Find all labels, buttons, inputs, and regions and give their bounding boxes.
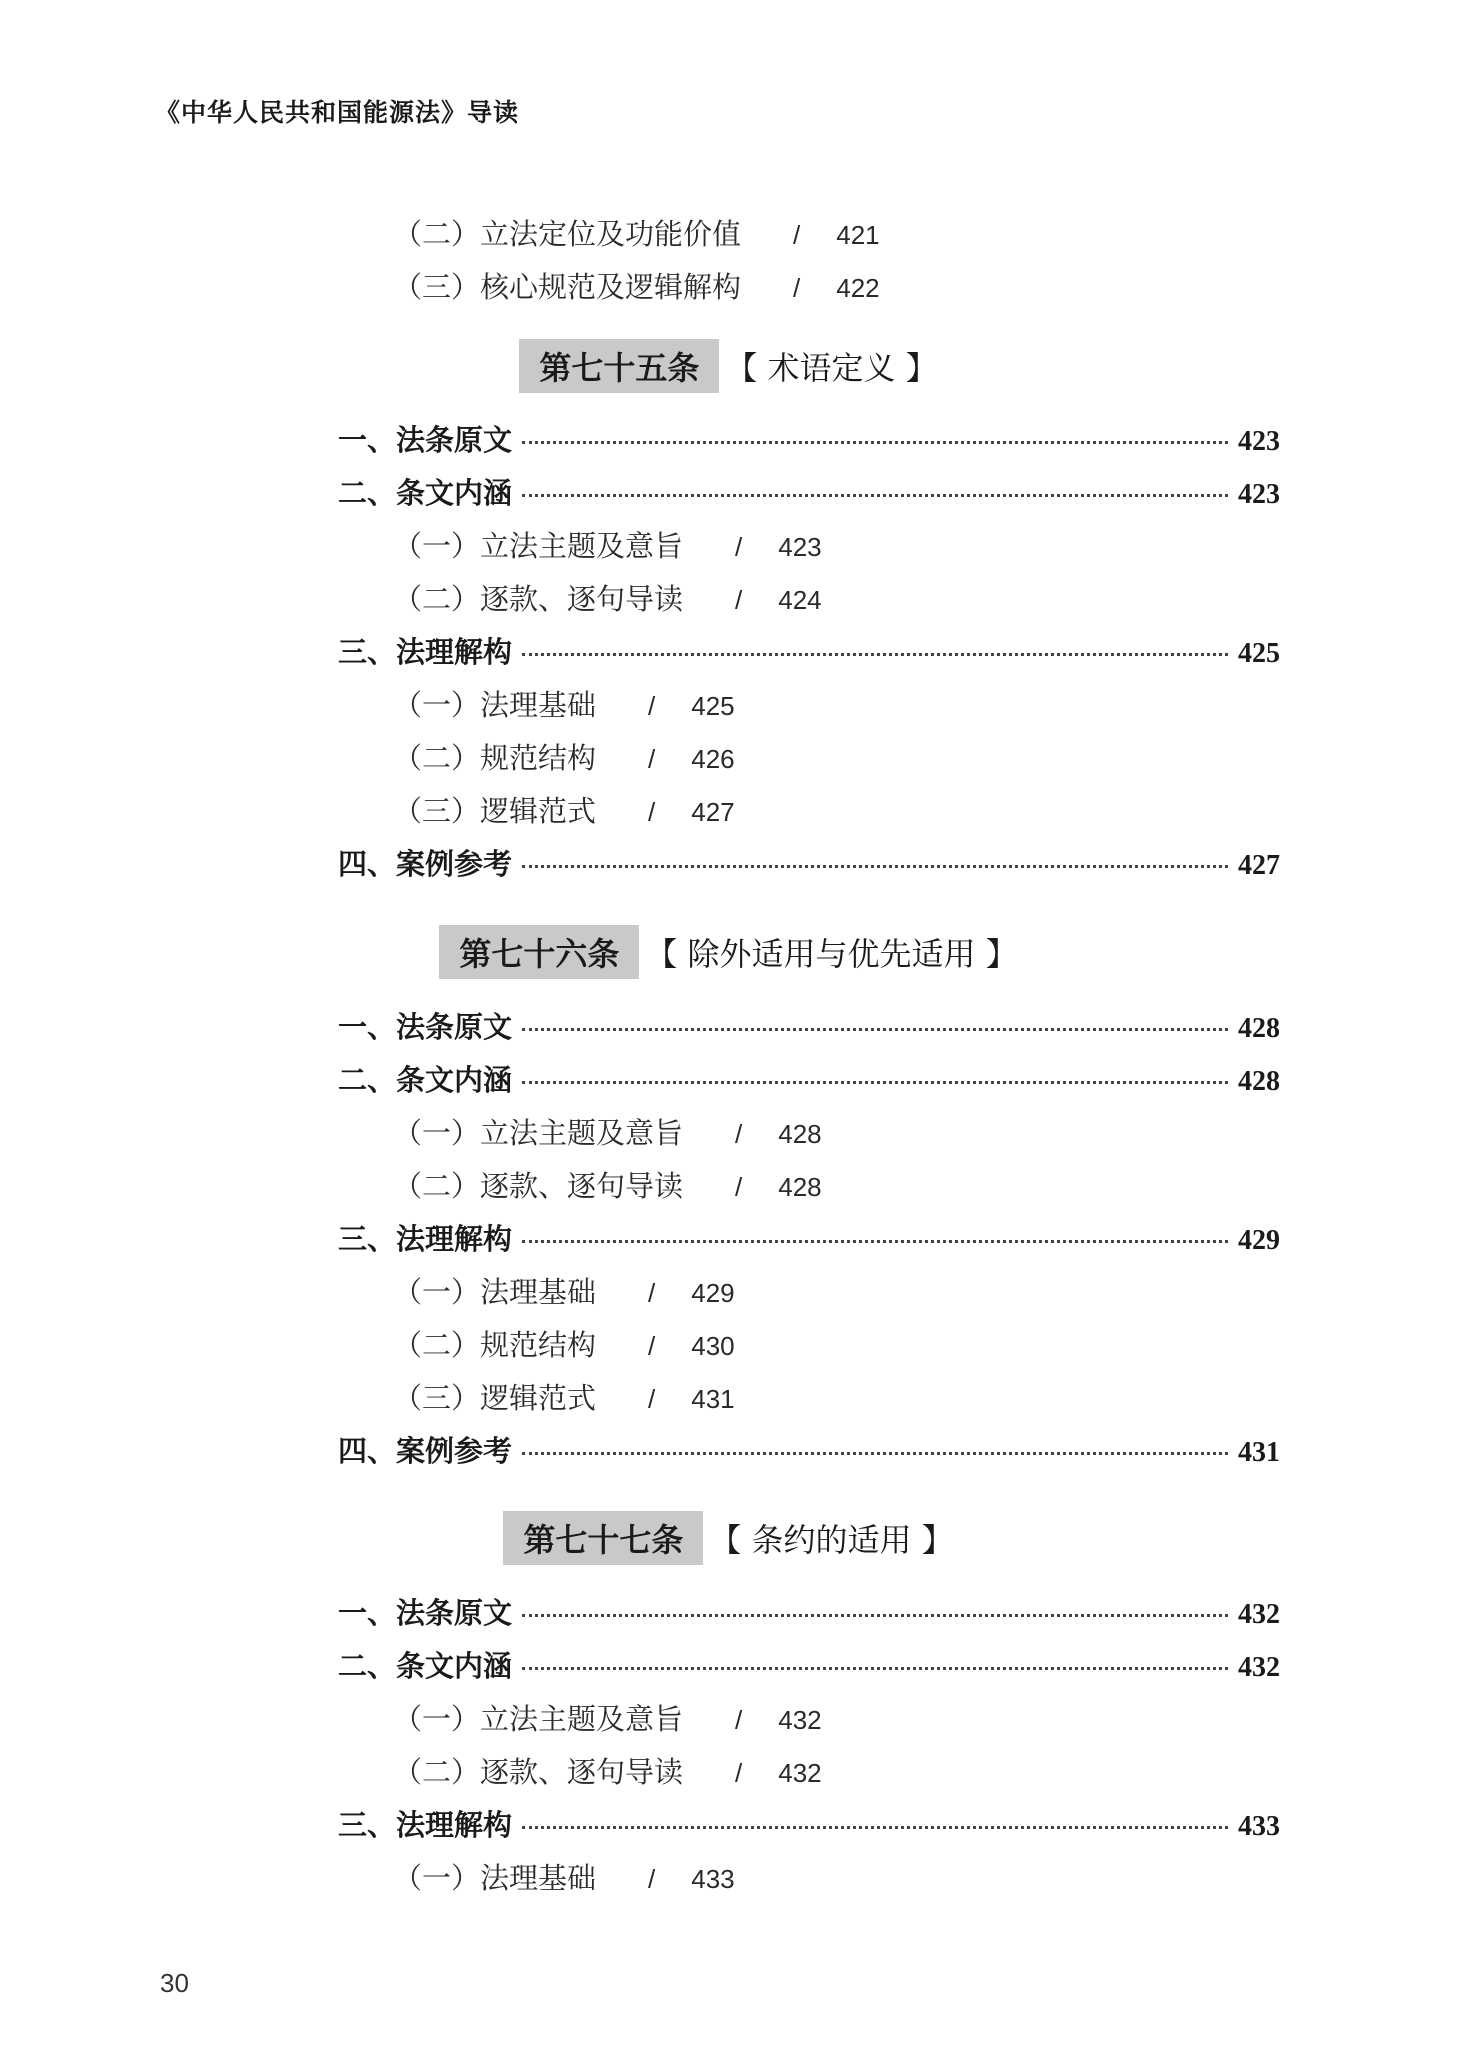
article-number: 第七十五条 — [519, 339, 719, 393]
toc-entry-page: 427 — [1238, 850, 1280, 881]
toc-entry[interactable] — [338, 1058, 1280, 1098]
toc-subentry[interactable] — [393, 736, 1335, 776]
dot-leader — [522, 1028, 1228, 1031]
toc-subentry-label: （一）法理基础 — [393, 688, 597, 722]
dot-leader — [522, 653, 1228, 656]
toc-subentry-page: 423 — [778, 532, 822, 562]
toc-entry-label: 二、条文内涵 — [338, 1063, 513, 1097]
toc-subentry[interactable] — [393, 1323, 1335, 1363]
toc-entry[interactable] — [338, 1644, 1280, 1684]
toc-subentry-separator: / — [648, 1384, 656, 1414]
toc-subentry[interactable] — [393, 1376, 1335, 1416]
toc-entry-label: 二、条文内涵 — [338, 1649, 513, 1683]
toc-subentry-separator: / — [648, 744, 656, 774]
toc-entry-label: 一、法条原文 — [338, 423, 513, 457]
toc-entry[interactable] — [338, 1217, 1280, 1257]
toc-entry-page: 432 — [1238, 1652, 1280, 1683]
dot-leader — [522, 1826, 1228, 1829]
toc-entry[interactable] — [338, 1429, 1280, 1469]
toc-subentry[interactable] — [393, 1750, 1335, 1790]
toc-subentry-separator: / — [735, 1705, 743, 1735]
toc-subentry-page: 429 — [691, 1278, 735, 1308]
toc-subentry-page: 432 — [778, 1705, 822, 1735]
toc-entry[interactable] — [338, 1803, 1280, 1843]
toc-entry[interactable] — [338, 630, 1280, 670]
toc-subentry-label: （二）逐款、逐句导读 — [393, 1169, 684, 1203]
toc-entry-page: 432 — [1238, 1599, 1280, 1630]
toc-entry-label: 三、法理解构 — [338, 635, 513, 669]
article-heading — [0, 1510, 1457, 1566]
toc-entry-page: 433 — [1238, 1811, 1280, 1842]
toc-subentry-separator: / — [648, 1864, 656, 1894]
dot-leader — [522, 1667, 1228, 1670]
toc-subentry-label: （三）逻辑范式 — [393, 794, 597, 828]
toc-entry-page: 431 — [1238, 1437, 1280, 1468]
running-head: 《中华人民共和国能源法》导读 — [155, 98, 520, 127]
toc-subentry-page: 431 — [691, 1384, 735, 1414]
dot-leader — [522, 494, 1228, 497]
toc-subentry-page: 427 — [691, 797, 735, 827]
toc-subentry[interactable] — [393, 1270, 1335, 1310]
toc-entry-label: 一、法条原文 — [338, 1010, 513, 1044]
toc-subentry[interactable] — [393, 1697, 1335, 1737]
toc-subentry-label: （二）规范结构 — [393, 1328, 597, 1362]
dot-leader — [522, 1081, 1228, 1084]
toc-subentry[interactable] — [393, 265, 1335, 305]
toc-entry-label: 四、案例参考 — [338, 1434, 513, 1468]
toc-subentry[interactable] — [393, 1111, 1335, 1151]
toc-entry-page: 423 — [1238, 479, 1280, 510]
toc-subentry[interactable] — [393, 1856, 1335, 1896]
toc-entry[interactable] — [338, 1591, 1280, 1631]
dot-leader — [522, 1452, 1228, 1455]
page-number: 30 — [160, 1968, 189, 1998]
toc-subentry-page: 430 — [691, 1331, 735, 1361]
toc-subentry-separator: / — [648, 797, 656, 827]
toc-subentry[interactable] — [393, 789, 1335, 829]
toc-subentry-label: （二）规范结构 — [393, 741, 597, 775]
toc-subentry-label: （一）法理基础 — [393, 1275, 597, 1309]
toc-subentry-label: （三）逻辑范式 — [393, 1381, 597, 1415]
toc-subentry-page: 422 — [836, 273, 880, 303]
toc-subentry-label: （三）核心规范及逻辑解构 — [393, 270, 742, 304]
dot-leader — [522, 1240, 1228, 1243]
toc-entry[interactable] — [338, 471, 1280, 511]
toc-entry[interactable] — [338, 842, 1280, 882]
toc-subentry[interactable] — [393, 577, 1335, 617]
toc-entry[interactable] — [338, 418, 1280, 458]
toc-subentry-separator: / — [648, 1278, 656, 1308]
toc-entry[interactable] — [338, 1005, 1280, 1045]
toc-subentry-label: （一）立法主题及意旨 — [393, 1702, 684, 1736]
toc-entry-label: 四、案例参考 — [338, 847, 513, 881]
toc-subentry-label: （一）法理基础 — [393, 1861, 597, 1895]
article-title: 【 除外适用与优先适用 】 — [645, 935, 1018, 973]
article-title: 【 条约的适用 】 — [709, 1521, 954, 1559]
toc-entry-label: 三、法理解构 — [338, 1222, 513, 1256]
toc-subentry-page: 428 — [778, 1119, 822, 1149]
dot-leader — [522, 1614, 1228, 1617]
toc-subentry-label: （一）立法主题及意旨 — [393, 1116, 684, 1150]
toc-subentry-separator: / — [735, 532, 743, 562]
toc-entry-page: 429 — [1238, 1225, 1280, 1256]
article-number: 第七十七条 — [503, 1511, 703, 1565]
toc-entry-label: 二、条文内涵 — [338, 476, 513, 510]
toc-subentry-separator: / — [648, 1331, 656, 1361]
toc-subentry-separator: / — [735, 585, 743, 615]
toc-subentry[interactable] — [393, 524, 1335, 564]
toc-subentry-page: 428 — [778, 1172, 822, 1202]
toc-subentry-label: （一）立法主题及意旨 — [393, 529, 684, 563]
dot-leader — [522, 865, 1228, 868]
article-heading — [0, 338, 1457, 394]
toc-subentry-page: 425 — [691, 691, 735, 721]
toc-subentry-separator: / — [735, 1758, 743, 1788]
toc-entry-label: 一、法条原文 — [338, 1596, 513, 1630]
dot-leader — [522, 441, 1228, 444]
toc-entry-page: 425 — [1238, 638, 1280, 669]
toc-subentry-label: （二）逐款、逐句导读 — [393, 582, 684, 616]
toc-subentry-separator: / — [793, 220, 801, 250]
toc-subentry-page: 426 — [691, 744, 735, 774]
toc-subentry-separator: / — [735, 1119, 743, 1149]
toc-subentry-separator: / — [793, 273, 801, 303]
toc-entry-page: 428 — [1238, 1066, 1280, 1097]
toc-entry-page: 423 — [1238, 426, 1280, 457]
toc-subentry[interactable] — [393, 212, 1335, 252]
toc-subentry-page: 433 — [691, 1864, 735, 1894]
article-title: 【 术语定义 】 — [725, 349, 938, 387]
toc-subentry-label: （二）立法定位及功能价值 — [393, 217, 742, 251]
toc-subentry-separator: / — [735, 1172, 743, 1202]
toc-subentry-page: 432 — [778, 1758, 822, 1788]
toc-subentry[interactable] — [393, 1164, 1335, 1204]
article-heading — [0, 924, 1457, 980]
toc-subentry-separator: / — [648, 691, 656, 721]
toc-subentry[interactable] — [393, 683, 1335, 723]
article-number: 第七十六条 — [439, 925, 639, 979]
toc-entry-label: 三、法理解构 — [338, 1808, 513, 1842]
toc-subentry-page: 424 — [778, 585, 822, 615]
toc-entry-page: 428 — [1238, 1013, 1280, 1044]
toc-subentry-label: （二）逐款、逐句导读 — [393, 1755, 684, 1789]
toc-subentry-page: 421 — [836, 220, 880, 250]
